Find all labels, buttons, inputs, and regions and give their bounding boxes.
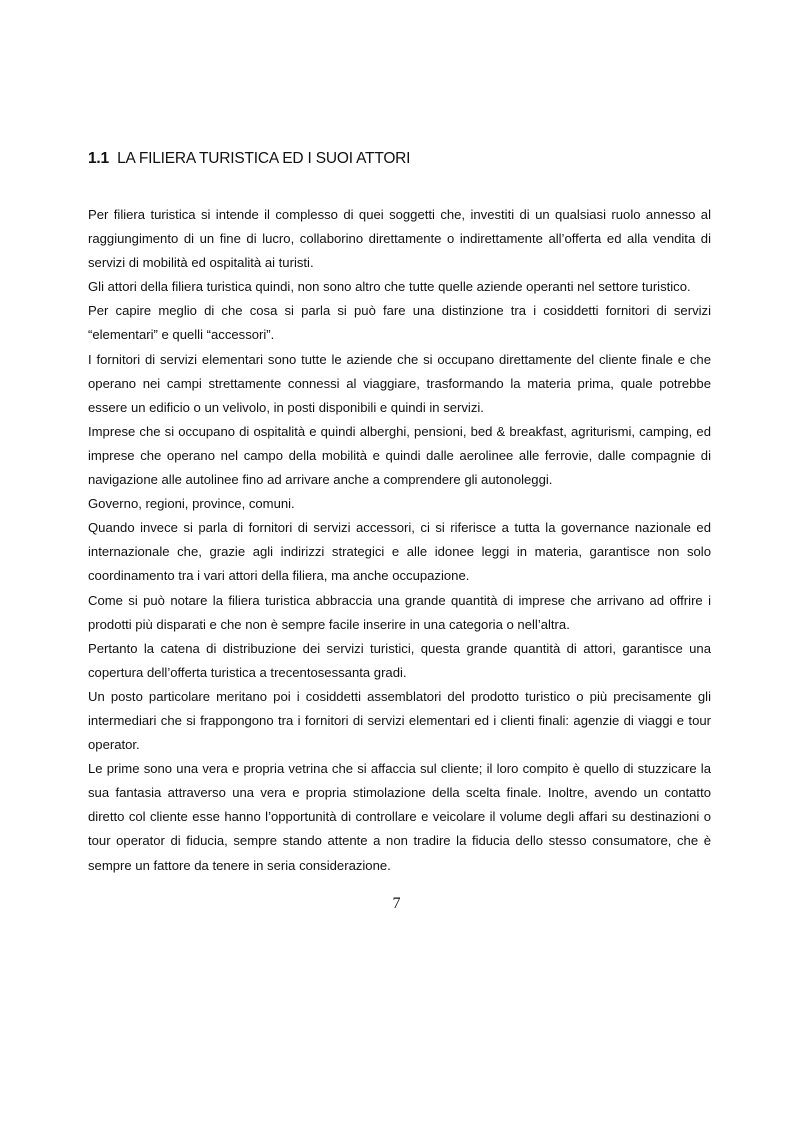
paragraph: Quando invece si parla di fornitori di servizi accessori, ci si riferisce a tutta la governance nazionale ed internazionale che, grazie agli indirizzi strategici e alle idonee leggi in materia, garantisce non solo coordinamento tra i vari attori della filiera, ma anche occupazione. bbox=[88, 520, 711, 584]
paragraph: Governo, regioni, province, comuni. bbox=[88, 496, 295, 512]
paragraph: Per filiera turistica si intende il complesso di quei soggetti che, investiti di un qualsiasi ruolo annesso al raggiungimento di un fine di lucro, collaborino direttamente o indirettamente all’offerta ed alla vendita di servizi di mobilità ed ospitalità ai turisti. bbox=[88, 207, 711, 271]
paragraph: Un posto particolare meritano poi i cosiddetti assemblatori del prodotto turistico o più precisamente gli intermediari che si frappongono tra i fornitori di servizi elementari ed i clienti finali: agenzie di viaggi e tour operator. bbox=[88, 688, 711, 753]
body-text bbox=[88, 203, 711, 878]
paragraph: Pertanto la catena di distribuzione dei servizi turistici, questa grande quantità di attori, garantisce una copertura dell’offerta turistica a trecentosessanta gradi. bbox=[88, 640, 711, 680]
section-title: LA FILIERA TURISTICA ED I SUOI ATTORI bbox=[117, 150, 411, 167]
page-number: 7 bbox=[392, 895, 401, 912]
paragraph: I fornitori di servizi elementari sono tutte le aziende che si occupano direttamente del cliente finale e che operano nei campi strettamente connessi al viaggiare, trasformando la materia prima, quale potrebbe essere un edificio o un velivolo, in posti disponibili e quindi in servizi. bbox=[88, 351, 711, 415]
section-number: 1.1 bbox=[88, 150, 109, 167]
paragraph: Come si può notare la filiera turistica abbraccia una grande quantità di imprese che arrivano ad offrire i prodotti più disparati e che non è sempre facile inserire in una categoria o nell’altra. bbox=[88, 592, 711, 632]
paragraph: Imprese che si occupano di ospitalità e quindi alberghi, pensioni, bed & breakfast, agriturismi, camping, ed imprese che operano nel campo della mobilità e quindi dalle aerolinee alle ferrovie, dalle compagnie di navigazione alle autolinee fino ad arrivare anche a comprendere gli autonoleggi. bbox=[88, 423, 711, 488]
section-heading bbox=[88, 150, 410, 168]
paragraph: Le prime sono una vera e propria vetrina che si affaccia sul cliente; il loro compito è quello di stuzzicare la sua fantasia attraverso una vera e propria stimolazione della scelta finale. Inoltre, avendo un contatto diretto col cliente esse hanno l’opportunità di controllare e veicolare il volume degli affari su destinazioni o tour operator di fiducia, sempre stando attente a non tradire la fiducia dello stesso consumatore, che è sempre un fattore da tenere in seria considerazione. bbox=[88, 761, 711, 873]
paragraph: Per capire meglio di che cosa si parla si può fare una distinzione tra i cosiddetti fornitori di servizi “elementari” e quelli “accessori”. bbox=[88, 303, 711, 343]
paragraph: Gli attori della filiera turistica quindi, non sono altro che tutte quelle aziende operanti nel settore turistico. bbox=[88, 279, 691, 295]
